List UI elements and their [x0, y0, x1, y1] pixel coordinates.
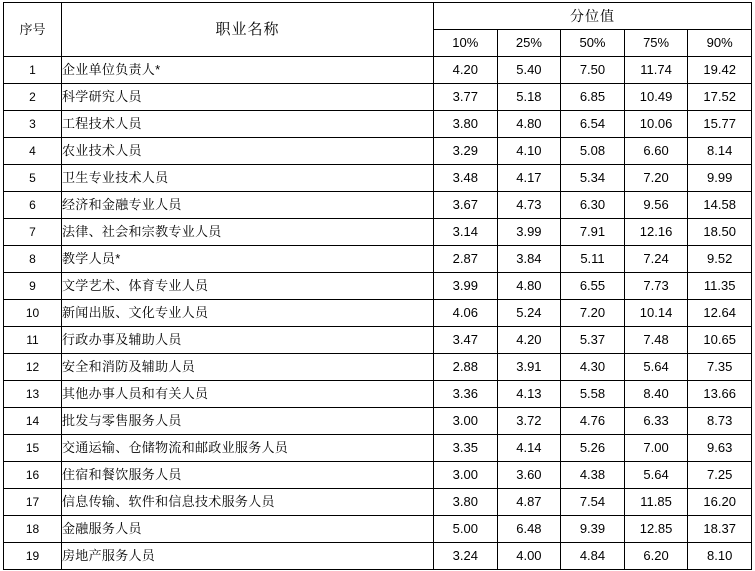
row-value-p75: 10.06: [624, 111, 688, 138]
row-value-p25: 4.13: [497, 381, 561, 408]
row-sequence-number: 11: [4, 327, 62, 354]
row-value-p90: 19.42: [688, 57, 752, 84]
row-occupation-name: 批发与零售服务人员: [62, 408, 434, 435]
header-percentile-75: 75%: [624, 30, 688, 57]
row-value-p10: 3.00: [434, 462, 498, 489]
row-value-p10: 3.77: [434, 84, 498, 111]
table-row: [4, 489, 752, 516]
row-sequence-number: 6: [4, 192, 62, 219]
table-row: [4, 327, 752, 354]
row-value-p75: 6.20: [624, 543, 688, 570]
row-value-p75: 7.48: [624, 327, 688, 354]
row-value-p50: 5.34: [561, 165, 625, 192]
row-value-p75: 9.56: [624, 192, 688, 219]
row-value-p25: 5.40: [497, 57, 561, 84]
header-seq: 序号: [4, 3, 62, 57]
row-value-p10: 3.99: [434, 273, 498, 300]
row-value-p75: 7.00: [624, 435, 688, 462]
row-value-p25: 3.60: [497, 462, 561, 489]
row-value-p50: 6.55: [561, 273, 625, 300]
row-value-p75: 11.74: [624, 57, 688, 84]
row-sequence-number: 9: [4, 273, 62, 300]
row-occupation-name: 安全和消防及辅助人员: [62, 354, 434, 381]
row-occupation-name: 行政办事及辅助人员: [62, 327, 434, 354]
row-value-p90: 8.14: [688, 138, 752, 165]
row-occupation-name: 金融服务人员: [62, 516, 434, 543]
row-value-p10: 3.80: [434, 111, 498, 138]
row-occupation-name: 交通运输、仓储物流和邮政业服务人员: [62, 435, 434, 462]
row-value-p90: 18.50: [688, 219, 752, 246]
row-value-p90: 9.63: [688, 435, 752, 462]
row-value-p50: 5.26: [561, 435, 625, 462]
table-header: [4, 3, 752, 57]
row-value-p10: 3.36: [434, 381, 498, 408]
row-value-p10: 3.14: [434, 219, 498, 246]
row-value-p25: 4.73: [497, 192, 561, 219]
row-value-p90: 8.73: [688, 408, 752, 435]
row-value-p50: 7.50: [561, 57, 625, 84]
row-occupation-name: 住宿和餐饮服务人员: [62, 462, 434, 489]
row-value-p25: 4.87: [497, 489, 561, 516]
row-value-p25: 6.48: [497, 516, 561, 543]
table-row: [4, 192, 752, 219]
row-value-p75: 7.73: [624, 273, 688, 300]
row-value-p10: 3.24: [434, 543, 498, 570]
table-row: [4, 300, 752, 327]
header-percentile-group: 分位值: [434, 3, 752, 30]
row-value-p90: 7.25: [688, 462, 752, 489]
row-value-p90: 11.35: [688, 273, 752, 300]
header-percentile-25: 25%: [497, 30, 561, 57]
table-row: [4, 246, 752, 273]
row-value-p90: 9.99: [688, 165, 752, 192]
row-value-p25: 4.17: [497, 165, 561, 192]
row-value-p75: 10.49: [624, 84, 688, 111]
row-value-p25: 3.72: [497, 408, 561, 435]
row-value-p90: 18.37: [688, 516, 752, 543]
row-occupation-name: 法律、社会和宗教专业人员: [62, 219, 434, 246]
row-value-p25: 5.24: [497, 300, 561, 327]
header-percentile-50: 50%: [561, 30, 625, 57]
row-value-p50: 5.37: [561, 327, 625, 354]
row-occupation-name: 新闻出版、文化专业人员: [62, 300, 434, 327]
row-value-p50: 7.54: [561, 489, 625, 516]
table-row: [4, 435, 752, 462]
row-value-p25: 4.80: [497, 111, 561, 138]
row-value-p90: 10.65: [688, 327, 752, 354]
table-row: [4, 408, 752, 435]
row-sequence-number: 16: [4, 462, 62, 489]
row-value-p50: 9.39: [561, 516, 625, 543]
row-value-p50: 4.84: [561, 543, 625, 570]
wage-percentile-table: [3, 2, 752, 570]
row-value-p50: 7.91: [561, 219, 625, 246]
row-value-p90: 8.10: [688, 543, 752, 570]
header-occupation-name: 职业名称: [62, 3, 434, 57]
row-value-p75: 7.20: [624, 165, 688, 192]
header-percentile-10: 10%: [434, 30, 498, 57]
row-sequence-number: 3: [4, 111, 62, 138]
row-value-p90: 13.66: [688, 381, 752, 408]
row-occupation-name: 信息传输、软件和信息技术服务人员: [62, 489, 434, 516]
row-value-p75: 8.40: [624, 381, 688, 408]
row-value-p25: 4.14: [497, 435, 561, 462]
row-value-p90: 15.77: [688, 111, 752, 138]
table-row: [4, 165, 752, 192]
row-value-p25: 3.91: [497, 354, 561, 381]
row-value-p75: 6.33: [624, 408, 688, 435]
row-value-p90: 7.35: [688, 354, 752, 381]
row-value-p10: 4.06: [434, 300, 498, 327]
row-value-p50: 5.08: [561, 138, 625, 165]
row-occupation-name: 房地产服务人员: [62, 543, 434, 570]
row-value-p50: 5.11: [561, 246, 625, 273]
row-value-p10: 3.29: [434, 138, 498, 165]
row-occupation-name: 教学人员*: [62, 246, 434, 273]
row-sequence-number: 19: [4, 543, 62, 570]
row-value-p10: 3.80: [434, 489, 498, 516]
row-sequence-number: 14: [4, 408, 62, 435]
row-sequence-number: 4: [4, 138, 62, 165]
row-value-p10: 3.00: [434, 408, 498, 435]
row-occupation-name: 文学艺术、体育专业人员: [62, 273, 434, 300]
row-value-p25: 4.20: [497, 327, 561, 354]
row-value-p25: 4.80: [497, 273, 561, 300]
row-occupation-name: 农业技术人员: [62, 138, 434, 165]
row-occupation-name: 工程技术人员: [62, 111, 434, 138]
row-sequence-number: 10: [4, 300, 62, 327]
row-sequence-number: 1: [4, 57, 62, 84]
table-row: [4, 219, 752, 246]
row-value-p90: 9.52: [688, 246, 752, 273]
table-row: [4, 57, 752, 84]
row-occupation-name: 经济和金融专业人员: [62, 192, 434, 219]
row-value-p25: 5.18: [497, 84, 561, 111]
row-value-p75: 7.24: [624, 246, 688, 273]
row-value-p90: 17.52: [688, 84, 752, 111]
table-row: [4, 84, 752, 111]
row-value-p10: 4.20: [434, 57, 498, 84]
table-row: [4, 354, 752, 381]
row-value-p90: 16.20: [688, 489, 752, 516]
row-sequence-number: 15: [4, 435, 62, 462]
row-value-p10: 5.00: [434, 516, 498, 543]
row-sequence-number: 13: [4, 381, 62, 408]
row-sequence-number: 8: [4, 246, 62, 273]
row-value-p50: 6.54: [561, 111, 625, 138]
row-value-p25: 4.10: [497, 138, 561, 165]
table-row: [4, 138, 752, 165]
row-value-p10: 3.47: [434, 327, 498, 354]
header-percentile-90: 90%: [688, 30, 752, 57]
row-sequence-number: 17: [4, 489, 62, 516]
row-occupation-name: 企业单位负责人*: [62, 57, 434, 84]
row-value-p75: 6.60: [624, 138, 688, 165]
table-row: [4, 543, 752, 570]
table-row: [4, 462, 752, 489]
row-occupation-name: 其他办事人员和有关人员: [62, 381, 434, 408]
row-value-p25: 3.99: [497, 219, 561, 246]
row-occupation-name: 卫生专业技术人员: [62, 165, 434, 192]
row-sequence-number: 12: [4, 354, 62, 381]
row-value-p50: 7.20: [561, 300, 625, 327]
header-row-top: [4, 3, 752, 30]
row-value-p50: 4.30: [561, 354, 625, 381]
row-value-p10: 3.35: [434, 435, 498, 462]
table-body: [4, 57, 752, 570]
row-value-p50: 4.76: [561, 408, 625, 435]
row-value-p10: 3.67: [434, 192, 498, 219]
row-value-p75: 12.85: [624, 516, 688, 543]
row-value-p25: 4.00: [497, 543, 561, 570]
row-value-p50: 6.85: [561, 84, 625, 111]
row-value-p90: 14.58: [688, 192, 752, 219]
row-value-p75: 12.16: [624, 219, 688, 246]
row-sequence-number: 5: [4, 165, 62, 192]
table-row: [4, 516, 752, 543]
row-occupation-name: 科学研究人员: [62, 84, 434, 111]
row-value-p75: 11.85: [624, 489, 688, 516]
row-value-p75: 5.64: [624, 462, 688, 489]
row-sequence-number: 2: [4, 84, 62, 111]
row-value-p50: 5.58: [561, 381, 625, 408]
row-value-p10: 3.48: [434, 165, 498, 192]
table-row: [4, 111, 752, 138]
table-row: [4, 381, 752, 408]
row-value-p10: 2.87: [434, 246, 498, 273]
row-sequence-number: 7: [4, 219, 62, 246]
row-value-p90: 12.64: [688, 300, 752, 327]
row-value-p75: 5.64: [624, 354, 688, 381]
row-value-p50: 6.30: [561, 192, 625, 219]
table-row: [4, 273, 752, 300]
row-sequence-number: 18: [4, 516, 62, 543]
row-value-p25: 3.84: [497, 246, 561, 273]
row-value-p10: 2.88: [434, 354, 498, 381]
row-value-p75: 10.14: [624, 300, 688, 327]
row-value-p50: 4.38: [561, 462, 625, 489]
